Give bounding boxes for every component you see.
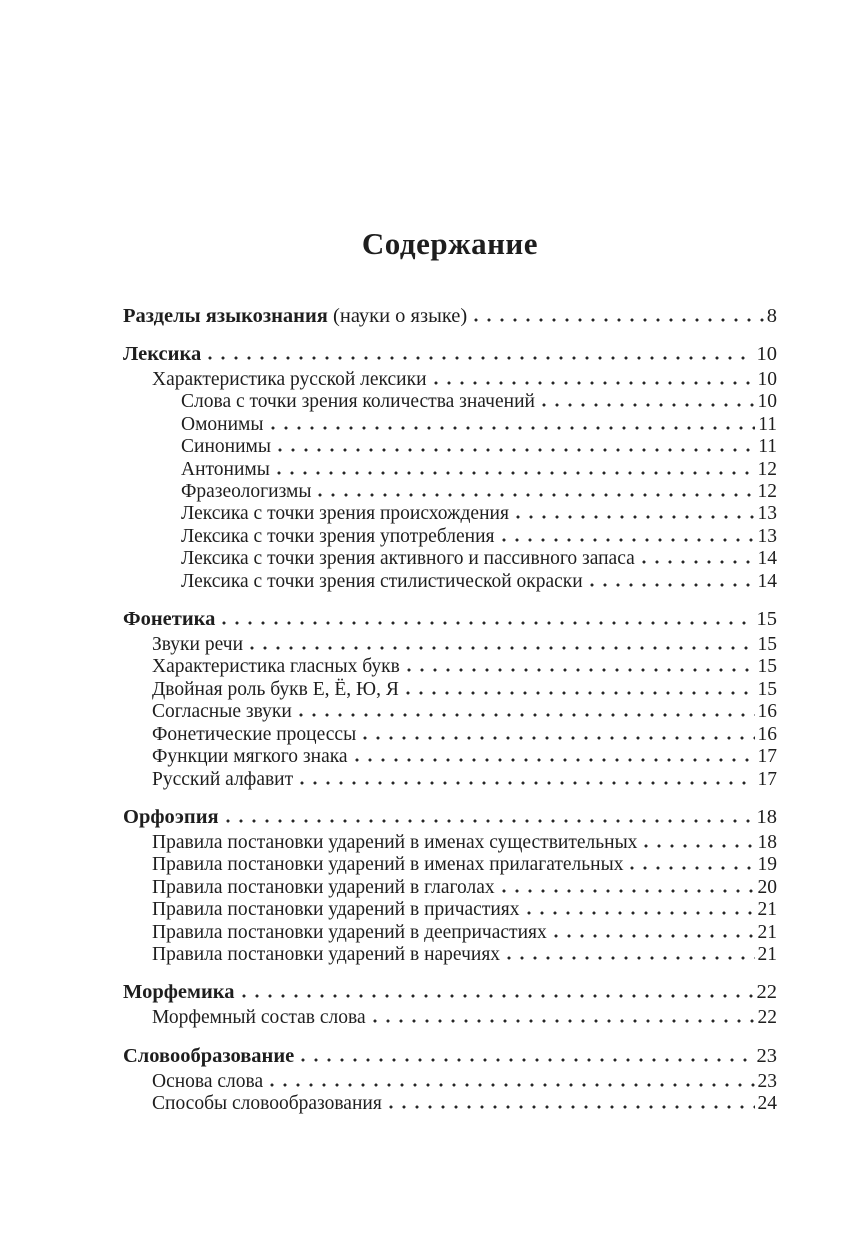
toc-entry-label: Функции мягкого знака <box>152 746 348 768</box>
toc-entry-label: Лексика с точки зрения стилистической окраски <box>181 570 583 592</box>
toc-entry-label: Правила постановки ударений в глаголах <box>152 876 495 898</box>
leader-dots <box>389 1105 755 1109</box>
toc-section-row <box>123 342 777 366</box>
toc-entry-row <box>123 1007 777 1029</box>
toc-page-number: 11 <box>758 413 777 435</box>
toc-entry-row <box>123 944 777 966</box>
toc-page-number: 14 <box>757 548 777 570</box>
toc-page-number: 18 <box>756 805 777 828</box>
leader-dots <box>355 758 755 762</box>
leader-dots <box>299 713 755 717</box>
toc-entry-row <box>123 832 777 854</box>
toc-entry-row <box>123 746 777 768</box>
toc-page-number: 12 <box>757 458 777 480</box>
leader-dots <box>507 956 754 960</box>
toc-page-number: 21 <box>757 921 777 943</box>
leader-dots <box>516 515 755 519</box>
page-title: Содержание <box>361 226 539 261</box>
toc-page-number: 12 <box>757 481 777 503</box>
toc-section-row <box>123 607 777 631</box>
toc-entry-row <box>123 369 777 391</box>
toc-page-number: 13 <box>757 503 777 525</box>
toc-entry-row <box>123 459 777 481</box>
toc-entry-row <box>123 1093 777 1115</box>
toc-entry-label: Лексика с точки зрения активного и пассивного запаса <box>181 548 635 570</box>
leader-dots <box>502 889 755 893</box>
leader-dots <box>590 583 755 587</box>
toc-page-number: 19 <box>757 854 777 876</box>
toc-entry-row <box>123 391 777 413</box>
toc-page-number: 24 <box>757 1093 777 1115</box>
toc-page-number: 10 <box>757 391 777 413</box>
toc-entry-label: Фонетика <box>123 608 216 631</box>
toc-entry-label: Синонимы <box>181 436 271 458</box>
toc-entry-label: Правила постановки ударений в наречиях <box>152 943 501 965</box>
toc-section-row <box>123 1044 777 1068</box>
leader-dots <box>318 493 754 497</box>
leader-dots <box>270 1083 754 1087</box>
leader-dots <box>301 1058 753 1062</box>
toc-entry-label: Характеристика гласных букв <box>152 656 400 678</box>
toc-entry-row <box>123 526 777 548</box>
toc-entry-row <box>123 656 777 678</box>
toc-entry-label: Правила постановки ударений в именах существительных <box>152 831 638 853</box>
leader-dots <box>554 934 755 938</box>
toc-entry-row <box>123 899 777 921</box>
toc-entry-row <box>123 548 777 570</box>
leader-dots <box>630 866 754 870</box>
toc-entry-label: Слова с точки зрения количества значений <box>181 391 535 413</box>
toc-page-number: 10 <box>757 369 777 390</box>
toc-entry-row <box>123 634 777 656</box>
toc-page-number: 10 <box>756 343 777 365</box>
toc-entry-label: Морфемика <box>123 981 235 1004</box>
toc-page-number: 15 <box>757 678 777 700</box>
toc-page-number: 20 <box>757 876 777 898</box>
toc-page-number: 17 <box>757 768 777 790</box>
toc-entry-label: Основа слова <box>152 1070 264 1092</box>
toc-entry-row <box>123 769 777 791</box>
leader-dots <box>502 538 755 542</box>
toc-entry-label: Морфемный состав слова <box>152 1007 366 1029</box>
toc-page-number: 23 <box>756 1044 777 1067</box>
toc-entry-row <box>123 922 777 944</box>
toc-page-number: 21 <box>757 899 777 921</box>
toc-section-row <box>123 805 777 829</box>
leader-dots <box>271 426 756 430</box>
toc-entry-row <box>123 436 777 458</box>
toc-entry-label: Разделы языкознания (науки о языке) <box>123 305 468 327</box>
leader-dots <box>642 560 755 564</box>
toc-page-number: 23 <box>757 1070 777 1092</box>
leader-dots <box>363 736 754 740</box>
toc-page-number: 13 <box>757 525 777 547</box>
toc-page-number: 18 <box>757 831 777 853</box>
leader-dots <box>373 1019 755 1023</box>
toc-page-number: 15 <box>756 608 777 631</box>
toc-page-number: 22 <box>756 981 777 1004</box>
toc-entry-row <box>123 481 777 503</box>
leader-dots <box>542 403 755 407</box>
toc-entry-label: Правила постановки ударений в деепричастиях <box>152 921 547 943</box>
toc-entry-label: Антонимы <box>181 458 270 480</box>
toc-entry-label: Лексика с точки зрения происхождения <box>181 503 509 525</box>
leader-dots <box>278 448 755 452</box>
toc-entry-row <box>123 1071 777 1093</box>
toc-page-number: 11 <box>758 436 777 458</box>
toc-section-row <box>123 304 777 328</box>
leader-dots <box>222 621 753 625</box>
toc-entry-label: Лексика с точки зрения употребления <box>181 525 495 547</box>
leader-dots <box>474 318 764 322</box>
toc-entry-row <box>123 724 777 746</box>
toc-entry-label: Согласные звуки <box>152 701 292 723</box>
toc-entry-label: Характеристика русской лексики <box>152 369 427 390</box>
toc-page-number: 16 <box>757 723 777 745</box>
toc-page-number: 14 <box>757 570 777 592</box>
leader-dots <box>208 356 753 360</box>
toc-entry-label: Двойная роль букв Е, Ё, Ю, Я <box>152 678 399 700</box>
toc-page-number: 21 <box>757 943 777 965</box>
toc-entry-label: Орфоэпия <box>123 805 219 828</box>
leader-dots <box>434 381 755 385</box>
toc-entry-label: Звуки речи <box>152 634 244 656</box>
leader-dots <box>644 844 754 848</box>
toc-entry-row <box>123 414 777 436</box>
toc-entry-label: Фонетические процессы <box>152 723 357 745</box>
toc-entry-row <box>123 854 777 876</box>
toc-entry-row <box>123 877 777 899</box>
toc-page-number: 15 <box>757 656 777 678</box>
toc-entry-row <box>123 571 777 593</box>
toc-entry-label: Правила постановки ударений в именах прилагательных <box>152 854 624 876</box>
toc-list <box>123 304 777 1116</box>
leader-dots <box>242 994 754 998</box>
toc-page-number: 22 <box>757 1007 777 1029</box>
leader-dots <box>277 471 755 475</box>
toc-entry-label: Русский алфавит <box>152 768 294 790</box>
toc-page-number: 16 <box>757 701 777 723</box>
leader-dots <box>407 668 755 672</box>
toc-entry-label: Словообразование <box>123 1044 295 1067</box>
toc-section-row <box>123 980 777 1004</box>
leader-dots <box>250 646 754 650</box>
leader-dots <box>226 819 754 823</box>
leader-dots <box>406 691 755 695</box>
toc-entry-label: Фразеологизмы <box>181 481 312 503</box>
toc-entry-row <box>123 701 777 723</box>
toc-entry-label: Омонимы <box>181 413 264 435</box>
toc-entry-row <box>123 679 777 701</box>
toc-page-number: 17 <box>757 746 777 768</box>
toc-entry-label: Правила постановки ударений в причастиях <box>152 899 520 921</box>
toc-page-number: 8 <box>766 305 777 327</box>
toc-entry-label: Лексика <box>123 343 202 365</box>
toc-page-number: 15 <box>757 634 777 656</box>
leader-dots <box>527 911 755 915</box>
leader-dots <box>300 781 754 785</box>
toc-entry-row <box>123 503 777 525</box>
toc-entry-label: Способы словообразования <box>152 1093 382 1115</box>
